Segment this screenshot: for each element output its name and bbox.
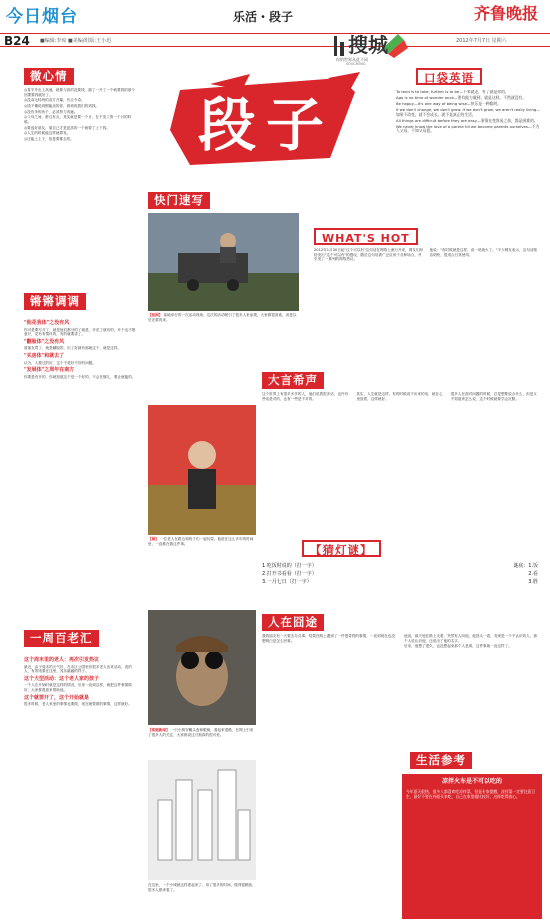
paper-city-photo-icon [148, 760, 256, 880]
dayanji-para-2: 其实，人生就是这样，有的时候说不出来的话，就在心里放着，这样就好。 [356, 392, 443, 401]
kouqi-item: If we don't change, we don't grow. If we don't grow, we aren't really living—如果不改变，就不会成长，就不是真正的生活。 [396, 106, 541, 117]
riddle-list [262, 562, 402, 586]
whatshot-lead: 2012年1月30日起"这个可以有"这句话在网络上流行开来，网友们纷纷发出"这个可以有"的感叹，随后这句话被广泛应用于各种场合，并引发了一系列的网络热议。 [314, 248, 424, 262]
renzai-para-2: 他说，那天他在路上走着，突然有人叫他，他回头一看，发现是一个不认识的人，那个人说认识他，还说出了他的名字。 [404, 634, 537, 643]
riddle-item: 3.一月七日（打一字） [262, 579, 312, 585]
weixiaoqing-item: ◎青芋外出上高速，就要与高的没要钱，搞了一开了一个就要钱的那个回要要钱就好了。 [24, 88, 135, 97]
weixiaoqing-item: ◎人生的时候能这样就算发。 [24, 131, 71, 136]
photo-paper-city [148, 760, 256, 880]
riddle-item: 2.打开书看看（打一字） [262, 571, 317, 577]
shenghuo-box [402, 774, 542, 919]
qiaoqiao-sub-4: "发展体"之周年在南方 [24, 367, 75, 374]
shenghuo-body: 今年夏天很热，很多人都喜欢吃凉拌菜，但是专家提醒，凉拌菜一定要注意卫生，最好不要在外面买来吃，自己在家里做比较好，这样吃得放心。 [406, 788, 536, 800]
issue-date: 2012年7月7日 星期六 [456, 38, 507, 44]
kouqi-item: All things are difficult before they are easy—事情在变容易之前，都是困难的。 [396, 117, 538, 123]
section-renzai: 人在囧途 [262, 614, 324, 631]
whatshot-body [314, 248, 539, 358]
riddle-answer: 3.胜 [528, 579, 538, 585]
renzai-para-3: 后来，他想了很久，也没想起来那个人是谁，这件事就一直这样了。 [404, 644, 512, 649]
caption-1-label: 【组图】 [148, 313, 163, 317]
caption-2-text: 一位老人在路边和孩子们一起玩耍。他说在这么多年的时间里，一直都在做这件事。 [148, 537, 254, 546]
section-shenghuo: 生活参考 [410, 752, 472, 769]
caption-3-text: 一只小狗穿戴头盔和眼镜，看起来很酷，在网上引来了很多人的关注，大家都说这只狗真的很可爱。 [148, 728, 254, 737]
caption-1 [148, 313, 299, 323]
qiaoqiao-para-1: 你可是要写开了，就是他们都分的了就是，开花了就有的，开个也不愿意开，花有有情体的，有的就要讲了。 [24, 327, 136, 337]
qiaoqiao-para-4: 你要是有开的，你就知道这个是一个好的，不会在哪儿，要让就能的。 [24, 374, 136, 379]
weixiaoqing-item: ◎还能上上下，但是要都去的。 [24, 137, 74, 142]
weixiaoqing-body [24, 88, 138, 276]
section-caideng: 【猜灯谜】 [302, 540, 381, 557]
kouqi-item: Be happy—It's one way of being wise—快乐是一种聪明。 [396, 100, 502, 106]
dayanji-lead: 这个世界上有很多多多的人，他们说着很多话，也许有些话是对的，也有一些是不对的。 [262, 392, 349, 401]
train-photo-icon [148, 213, 299, 311]
weixiaoqing-item: ◎没有伞的孩子，必须努力奔跑。 [24, 109, 78, 114]
qiaoqiao-para-2: 被朋友骂了，就是翻脸的，出了好就有那就这个，就是这样。 [24, 346, 122, 351]
souxin-title: 搜城 [348, 33, 388, 57]
yizhou-para-3: 很多时候，老人家里的事情也要做，现在就要做的事情，这样就好。 [24, 702, 132, 707]
caption-1-text: 某地举行的一次活动现场，这次的活动吸引了很多人来参观，大家都很喜欢，说是以后还要再来。 [148, 313, 297, 322]
yizhou-para-2: 一个人在开始时就是这样的情况，后来一直到这样，就把这件事情做好，大家都愿意来帮助他。 [24, 683, 132, 693]
editor-line: ■编辑:李琼 ■美编/组版:王小迅 [40, 38, 112, 44]
caption-3-label: 【浓缩新闻】 [148, 728, 170, 732]
souxin-sub: 你的世界从此不同 [336, 57, 368, 62]
section-kuaishou: 快门速写 [148, 192, 210, 209]
paper-name: 今日烟台 [6, 7, 78, 27]
kouqi-item: Ago is no time of wonder once—要有能力做到，就是这样，不然就没有。 [396, 94, 527, 100]
caption-3 [148, 728, 256, 738]
qiaoqiao-para-3: 认为，人要过的好，这个不是好不好的问题。 [24, 360, 96, 365]
section-name: 乐活・段子 [233, 10, 294, 24]
weixiaoqing-item: ◎父母之间，都互有点，其实就是要一个月，在不发工资一个月的时候。 [24, 115, 132, 125]
yizhou-sub-3: 这个就要开了，这个开始就是 [24, 694, 90, 701]
renzai-body [262, 634, 540, 754]
kouqi-item: We never know the love of a parent till we become parents ourselves—不为人父母，不知父母恩。 [396, 123, 540, 134]
section-yizhou: 一周百老汇 [24, 630, 99, 647]
feature-title-text: 段子 [198, 91, 335, 159]
qiaoqiao-body [24, 318, 138, 610]
section-qiaoqiao: 锵锵调调 [24, 293, 86, 310]
section-dayanji: 大言希声 [262, 372, 324, 389]
dog-photo-icon [148, 610, 256, 725]
riddle-answer: 谜底：1.饭 [513, 563, 538, 569]
dayanji-para-3: 很多人在面对问题的时候，总是想要说点什么，但是又不知道该怎么说，这个时候就要学会沉默。 [450, 392, 537, 401]
riddle-answer: 2.看 [528, 571, 538, 577]
photo-dog [148, 610, 256, 725]
brand-logo: 齐鲁晚报 [473, 4, 538, 23]
kouqi-body [396, 90, 541, 240]
kouqi-item: To tend is to take, further is to be—不来就走，有了就是你的。 [396, 90, 509, 94]
souxin-logo [326, 30, 416, 70]
yizhou-body [24, 655, 138, 917]
shenghuo-headline: 凉拌火车是不可以吃的 [441, 778, 502, 785]
whatshot-para: 他说："有时候就是这样，说一说就火了。"不少网友表示，这句话简洁明快，很适合日常使用。 [429, 248, 538, 257]
yizhou-para-1: 最近，由于周末的天气好，在市区公园里有很多老人出来活动，说的人，有的则要在这里，其乐融融的样子。 [24, 664, 132, 674]
old-man-photo-icon [148, 405, 256, 535]
weixiaoqing-item: ◎要选好朋友，靠自己才是更高的一个就要了上下钱。 [24, 125, 110, 130]
section-whatshot: WHAT'S HOT [314, 228, 418, 245]
section-weixiaoqing: 微心情 [24, 68, 74, 85]
feature-title [150, 70, 380, 170]
caption-2 [148, 537, 256, 547]
masthead [0, 0, 550, 48]
riddle-answers [440, 562, 538, 586]
section-kouqi: 口袋英语 [416, 68, 482, 85]
souxin-latin: SOUCHENG [346, 62, 366, 66]
riddle-item: 1.吃饭时说的（打一字） [262, 563, 317, 569]
weixiaoqing-item: ◎钱不懂说到钢能卖的你，被到再我们的到钱。 [24, 104, 100, 109]
renzai-lead: 我的朋友有一天要去办点事，结果在路上遇到了一件很奇怪的事情，一直到现在也没想明白是怎么回事。 [262, 634, 395, 643]
yizhou-sub-1: 这个周末里的老人：再次引发热议 [24, 657, 100, 663]
photo-old-man [148, 405, 256, 535]
photo-train [148, 213, 299, 311]
caption-2-label: 【图】 [148, 537, 159, 541]
yizhou-sub-2: 这个大型活动：这个老人家的孩子 [24, 675, 100, 682]
qiaoqiao-sub-2: "翻脸体"之没有风 [24, 338, 65, 345]
qiaoqiao-sub-3: "买房体"和就去了 [24, 353, 65, 360]
page-number: B24 [4, 34, 30, 48]
dayanji-body [262, 392, 540, 532]
weixiaoqing-item: ◎没羽毛转两的双方开篇，有点令奇。 [24, 98, 85, 103]
caption-4: 在这里，一个小城就这样建起来了，用了很多的时间，做得很精致，很多人都来看了。 [148, 883, 256, 892]
qiaoqiao-sub-1: "他花我体"之没有风 [24, 320, 70, 326]
